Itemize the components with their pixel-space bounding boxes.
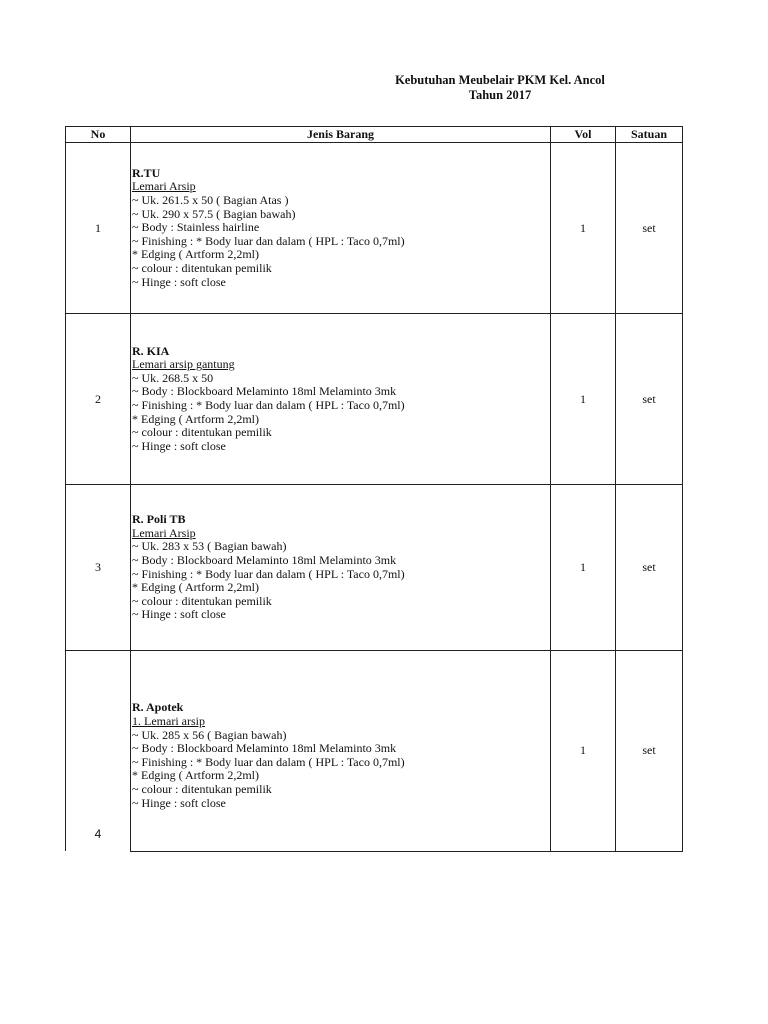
spec-line: ~ Body : Blockboard Melaminto 18ml Melaminto 3mk (132, 552, 397, 567)
row-number: 3 (66, 485, 131, 651)
item-name: Lemari arsip gantung (132, 357, 235, 372)
spec-line: ~ Finishing : * Body luar dan dalam ( HPL : Taco 0,7ml) (132, 398, 405, 412)
spec-line: ~ Hinge : soft close (132, 274, 226, 289)
spec-line: ~ colour : ditentukan pemilik (132, 260, 272, 275)
spec-line: ~ Hinge : soft close (132, 607, 226, 622)
spec-line: ~ Finishing : * Body luar dan dalam ( HPL : Taco 0,7ml) (132, 566, 405, 581)
spec-line: ~ Uk. 268.5 x 50 (132, 370, 214, 385)
volume: 1 (551, 485, 616, 651)
table-row (66, 314, 683, 485)
spec-line: * Edging ( Artform 2,2ml) (132, 411, 259, 426)
volume: 1 (551, 314, 616, 485)
room-name: R.TU (132, 165, 161, 180)
unit: set (616, 651, 683, 852)
spec-line: ~ colour : ditentukan pemilik (132, 781, 272, 796)
spec-line: * Edging ( Artform 2,2ml) (132, 247, 259, 262)
spec-line: ~ Uk. 261.5 x 50 ( Bagian Atas ) (132, 193, 289, 208)
unit: set (616, 314, 683, 485)
header-vol: Vol (551, 127, 616, 143)
furniture-needs-table (65, 126, 683, 852)
item-name: Lemari Arsip (132, 525, 196, 540)
row-number: 4 (66, 651, 131, 852)
volume: 1 (551, 143, 616, 314)
spec-line: * Edging ( Artform 2,2ml) (132, 768, 259, 783)
document-subtitle-year: Tahun 2017 (468, 88, 532, 102)
room-name: R. KIA (132, 343, 170, 358)
unit: set (616, 143, 683, 314)
item-description (131, 485, 551, 651)
item-description (131, 651, 551, 852)
spec-line: ~ colour : ditentukan pemilik (132, 425, 272, 440)
volume: 1 (551, 651, 616, 852)
spec-line: ~ Uk. 290 x 57.5 ( Bagian bawah) (132, 206, 296, 221)
item-name: 1. Lemari arsip (132, 713, 205, 728)
header-jenis-barang: Jenis Barang (131, 127, 551, 143)
spec-line: ~ Body : Stainless hairline (132, 220, 260, 235)
header-satuan: Satuan (616, 127, 683, 143)
table-header-row (66, 127, 683, 143)
unit: set (616, 485, 683, 651)
spec-line: ~ Finishing : * Body luar dan dalam ( HPL : Taco 0,7ml) (132, 754, 405, 769)
spec-line: ~ Body : Blockboard Melaminto 18ml Melaminto 3mk (132, 384, 397, 399)
spec-line: ~ colour : ditentukan pemilik (132, 593, 272, 608)
row-number: 1 (66, 143, 131, 314)
item-description (131, 143, 551, 314)
table-row (66, 143, 683, 314)
spec-line: ~ Uk. 283 x 53 ( Bagian bawah) (132, 539, 287, 554)
item-description (131, 314, 551, 485)
document-title: Kebutuhan Meubelair PKM Kel. Ancol (395, 73, 605, 87)
row-number: 2 (66, 314, 131, 485)
spec-line: ~ Hinge : soft close (132, 438, 226, 453)
header-no: No (66, 127, 131, 143)
room-name: R. Poli TB (132, 512, 186, 527)
table-row (66, 485, 683, 651)
spec-line: ~ Uk. 285 x 56 ( Bagian bawah) (132, 727, 287, 742)
spec-line: ~ Hinge : soft close (132, 795, 226, 810)
room-name: R. Apotek (132, 700, 184, 715)
spec-line: ~ Finishing : * Body luar dan dalam ( HPL : Taco 0,7ml) (132, 233, 405, 248)
spec-line: * Edging ( Artform 2,2ml) (132, 580, 259, 595)
item-name: Lemari Arsip (132, 179, 196, 194)
spec-line: ~ Body : Blockboard Melaminto 18ml Melaminto 3mk (132, 741, 397, 756)
table-row (66, 651, 683, 852)
